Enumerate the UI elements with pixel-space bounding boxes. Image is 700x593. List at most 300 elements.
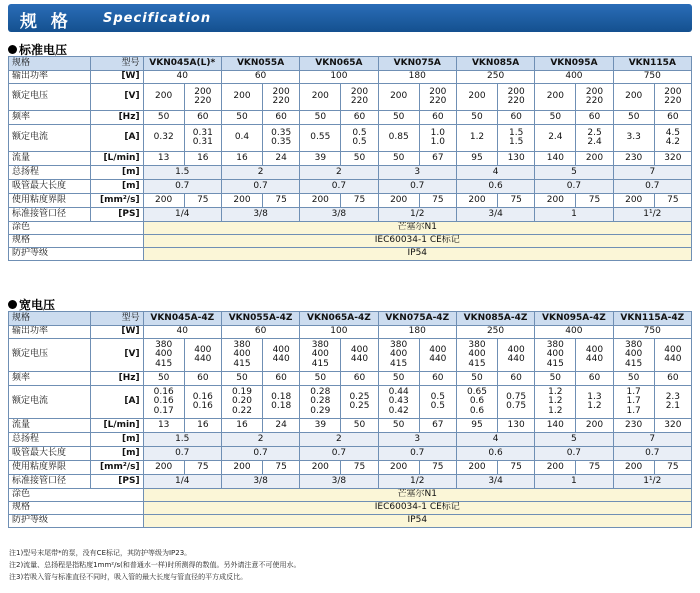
value-cell: 60 <box>498 372 535 386</box>
row-unit: [Hz] <box>91 111 143 125</box>
row-unit: [W] <box>91 71 143 84</box>
value-cell: 130 <box>498 419 535 433</box>
value-cell: 75 <box>263 194 300 208</box>
common-value-cell: IP54 <box>143 515 691 528</box>
value-cell: 95 <box>456 419 497 433</box>
value-cell: 380 400 415 <box>613 339 654 372</box>
value-cell: 200 <box>143 84 184 111</box>
corner-spec-label: 规格 <box>9 312 91 326</box>
value-cell: 1.0 1.0 <box>419 125 456 152</box>
value-cell: 3/8 <box>221 475 299 489</box>
value-cell: 60 <box>263 111 300 125</box>
value-cell: 100 <box>300 71 378 84</box>
row-name: 规格 <box>9 502 144 515</box>
value-cell: 400 <box>535 326 613 339</box>
corner-spec-label: 规格 <box>9 57 91 71</box>
row-name: 流量 <box>9 419 91 433</box>
value-cell: 0.18 0.18 <box>263 386 300 419</box>
value-cell: 200 <box>456 84 497 111</box>
value-cell: 4 <box>456 433 534 447</box>
row-name: 额定电流 <box>9 125 91 152</box>
spec-row-freq <box>9 372 692 386</box>
value-cell: 180 <box>378 71 456 84</box>
value-cell: 380 400 415 <box>456 339 497 372</box>
spec-row-suction <box>9 447 692 461</box>
value-cell: 39 <box>300 152 341 166</box>
value-cell: 2.4 <box>535 125 576 152</box>
value-cell: 400 440 <box>341 339 378 372</box>
value-cell: 0.16 0.16 0.17 <box>143 386 184 419</box>
value-cell: 50 <box>378 111 419 125</box>
model-header-cell: VKN085A-4Z <box>456 312 534 326</box>
row-name: 涂色 <box>9 489 144 502</box>
value-cell: 200 <box>221 194 262 208</box>
value-cell: 7 <box>613 433 691 447</box>
value-cell: 1.2 <box>456 125 497 152</box>
value-cell: 750 <box>613 326 691 339</box>
value-cell: 50 <box>613 111 654 125</box>
value-cell: 75 <box>654 194 691 208</box>
row-unit: [PS] <box>91 475 143 489</box>
model-header-row <box>9 57 692 71</box>
value-cell: 200 <box>613 461 654 475</box>
value-cell: 200 220 <box>341 84 378 111</box>
row-unit: [W] <box>91 326 143 339</box>
value-cell: 50 <box>221 111 262 125</box>
value-cell: 0.65 0.6 0.6 <box>456 386 497 419</box>
value-cell: 60 <box>341 111 378 125</box>
value-cell: 3 <box>378 166 456 180</box>
common-value-cell: IEC60034-1 CE标记 <box>143 502 691 515</box>
value-cell: 100 <box>300 326 378 339</box>
spec-row-pipe <box>9 475 692 489</box>
value-cell: 75 <box>341 461 378 475</box>
spec-row-standard <box>9 502 692 515</box>
footnote: 注3)若吸入管与标准直径不同时，吸入管的最大长度与管直径的平方成反比。 <box>9 573 248 581</box>
value-cell: 230 <box>613 419 654 433</box>
spec-row-protection <box>9 248 692 261</box>
value-cell: 200 <box>378 194 419 208</box>
value-cell: 60 <box>341 372 378 386</box>
common-value-cell: 芒塞尔N1 <box>143 489 691 502</box>
spec-row-suction <box>9 180 692 194</box>
common-value-cell: 芒塞尔N1 <box>143 222 691 235</box>
corner-model-label: 型号 <box>91 312 143 326</box>
row-name: 使用粘度界限 <box>9 194 91 208</box>
value-cell: 3/8 <box>300 208 378 222</box>
value-cell: 0.6 <box>456 180 534 194</box>
row-unit: [A] <box>91 125 143 152</box>
value-cell: 13 <box>143 152 184 166</box>
row-name: 输出功率 <box>9 71 91 84</box>
row-name: 频率 <box>9 372 91 386</box>
value-cell: 75 <box>576 194 613 208</box>
value-cell: 0.7 <box>143 447 221 461</box>
value-cell: 200 <box>300 84 341 111</box>
value-cell: 2 <box>221 166 299 180</box>
value-cell: 200 220 <box>419 84 456 111</box>
row-unit: [L/min] <box>91 152 143 166</box>
row-name: 使用粘度界限 <box>9 461 91 475</box>
value-cell: 200 <box>535 194 576 208</box>
value-cell: 75 <box>263 461 300 475</box>
spec-row-viscosity <box>9 461 692 475</box>
value-cell: 200 <box>456 194 497 208</box>
value-cell: 200 220 <box>184 84 221 111</box>
row-name: 标准接管口径 <box>9 208 91 222</box>
spec-row-power <box>9 71 692 84</box>
value-cell: 24 <box>263 419 300 433</box>
value-cell: 0.35 0.35 <box>263 125 300 152</box>
value-cell: 50 <box>535 372 576 386</box>
value-cell: 0.7 <box>300 447 378 461</box>
spec-row-head <box>9 433 692 447</box>
footnotes <box>9 547 689 583</box>
spec-row-flow <box>9 152 692 166</box>
spec-row-flow <box>9 419 692 433</box>
value-cell: 75 <box>654 461 691 475</box>
row-name: 输出功率 <box>9 326 91 339</box>
model-header-cell: VKN095A-4Z <box>535 312 613 326</box>
value-cell: 39 <box>300 419 341 433</box>
value-cell: 60 <box>654 111 691 125</box>
value-cell: 50 <box>456 111 497 125</box>
bullet-dot-icon <box>8 300 17 309</box>
row-name: 吸管最大长度 <box>9 180 91 194</box>
bullet-dot-icon <box>8 45 17 54</box>
value-cell: 40 <box>143 71 221 84</box>
banner-title-en: Specification <box>103 11 212 26</box>
row-name: 规格 <box>9 235 144 248</box>
value-cell: 50 <box>300 111 341 125</box>
value-cell: 1¹/2 <box>613 208 691 222</box>
value-cell: 1.3 1.2 <box>576 386 613 419</box>
banner-title-zh: 规 格 <box>20 12 72 32</box>
value-cell: 0.7 <box>143 180 221 194</box>
value-cell: 320 <box>654 152 691 166</box>
value-cell: 0.85 <box>378 125 419 152</box>
value-cell: 400 440 <box>263 339 300 372</box>
row-name: 涂色 <box>9 222 144 235</box>
value-cell: 200 <box>221 84 262 111</box>
value-cell: 0.16 0.16 <box>184 386 221 419</box>
row-unit: [V] <box>91 84 143 111</box>
value-cell: 200 <box>378 461 419 475</box>
value-cell: 1/2 <box>378 208 456 222</box>
model-header-cell: VKN065A-4Z <box>300 312 378 326</box>
value-cell: 200 <box>221 461 262 475</box>
value-cell: 0.32 <box>143 125 184 152</box>
model-header-cell: VKN045A-4Z <box>143 312 221 326</box>
spec-row-pipe <box>9 208 692 222</box>
value-cell: 0.7 <box>535 447 613 461</box>
value-cell: 40 <box>143 326 221 339</box>
section-title-text: 宽电压 <box>19 298 56 312</box>
value-cell: 50 <box>300 372 341 386</box>
value-cell: 60 <box>419 372 456 386</box>
value-cell: 0.7 <box>378 180 456 194</box>
value-cell: 200 <box>300 194 341 208</box>
value-cell: 50 <box>143 372 184 386</box>
value-cell: 180 <box>378 326 456 339</box>
value-cell: 50 <box>378 372 419 386</box>
value-cell: 750 <box>613 71 691 84</box>
value-cell: 50 <box>456 372 497 386</box>
value-cell: 3/8 <box>221 208 299 222</box>
row-name: 频率 <box>9 111 91 125</box>
value-cell: 2.3 2.1 <box>654 386 691 419</box>
value-cell: 60 <box>576 111 613 125</box>
value-cell: 16 <box>221 152 262 166</box>
value-cell: 16 <box>184 152 221 166</box>
row-name: 防护等级 <box>9 248 144 261</box>
value-cell: 400 440 <box>184 339 221 372</box>
value-cell: 60 <box>184 111 221 125</box>
value-cell: 2.5 2.4 <box>576 125 613 152</box>
value-cell: 50 <box>341 419 378 433</box>
value-cell: 0.25 0.25 <box>341 386 378 419</box>
value-cell: 60 <box>419 111 456 125</box>
model-header-cell: VKN065A <box>300 57 378 71</box>
value-cell: 1/2 <box>378 475 456 489</box>
value-cell: 16 <box>221 419 262 433</box>
value-cell: 60 <box>221 326 299 339</box>
value-cell: 60 <box>184 372 221 386</box>
row-unit: [V] <box>91 339 143 372</box>
value-cell: 1.5 <box>143 166 221 180</box>
value-cell: 0.75 0.75 <box>498 386 535 419</box>
common-value-cell: IEC60034-1 CE标记 <box>143 235 691 248</box>
row-unit: [A] <box>91 386 143 419</box>
spec-row-protection <box>9 515 692 528</box>
spec-table-standard <box>8 56 692 261</box>
row-name: 额定电压 <box>9 84 91 111</box>
value-cell: 1 <box>535 475 613 489</box>
value-cell: 2 <box>300 166 378 180</box>
value-cell: 5 <box>535 166 613 180</box>
value-cell: 75 <box>184 194 221 208</box>
value-cell: 60 <box>263 372 300 386</box>
value-cell: 250 <box>456 71 534 84</box>
value-cell: 380 400 415 <box>378 339 419 372</box>
spec-row-paint <box>9 222 692 235</box>
model-header-row <box>9 312 692 326</box>
footnote: 注2)流量、总扬程是指粘度1mm²/s(和普通水一样)时所测得的数值。另外请注意不可使用水。 <box>9 561 301 569</box>
value-cell: 16 <box>184 419 221 433</box>
value-cell: 50 <box>378 152 419 166</box>
row-unit: [L/min] <box>91 419 143 433</box>
model-header-cell: VKN055A <box>221 57 299 71</box>
value-cell: 0.19 0.20 0.22 <box>221 386 262 419</box>
row-name: 防护等级 <box>9 515 144 528</box>
value-cell: 200 220 <box>498 84 535 111</box>
value-cell: 50 <box>221 372 262 386</box>
value-cell: 0.55 <box>300 125 341 152</box>
value-cell: 0.28 0.28 0.29 <box>300 386 341 419</box>
value-cell: 1¹/2 <box>613 475 691 489</box>
row-unit: [m] <box>91 180 143 194</box>
value-cell: 0.31 0.31 <box>184 125 221 152</box>
value-cell: 380 400 415 <box>300 339 341 372</box>
value-cell: 1/4 <box>143 475 221 489</box>
value-cell: 75 <box>576 461 613 475</box>
row-name: 额定电压 <box>9 339 91 372</box>
value-cell: 400 440 <box>654 339 691 372</box>
value-cell: 200 <box>576 152 613 166</box>
value-cell: 75 <box>498 461 535 475</box>
value-cell: 60 <box>221 71 299 84</box>
value-cell: 1.2 1.2 1.2 <box>535 386 576 419</box>
value-cell: 400 440 <box>576 339 613 372</box>
value-cell: 1 <box>535 208 613 222</box>
spec-row-current <box>9 125 692 152</box>
model-header-cell: VKN075A-4Z <box>378 312 456 326</box>
spec-table-wide <box>8 311 692 528</box>
corner-model-label: 型号 <box>91 57 143 71</box>
value-cell: 75 <box>498 194 535 208</box>
model-header-cell: VKN055A-4Z <box>221 312 299 326</box>
value-cell: 3/8 <box>300 475 378 489</box>
row-unit: [mm²/s] <box>91 461 143 475</box>
value-cell: 320 <box>654 419 691 433</box>
value-cell: 2 <box>300 433 378 447</box>
value-cell: 200 <box>143 194 184 208</box>
value-cell: 13 <box>143 419 184 433</box>
value-cell: 67 <box>419 152 456 166</box>
value-cell: 200 <box>613 194 654 208</box>
value-cell: 3/4 <box>456 208 534 222</box>
spec-banner <box>8 4 692 32</box>
value-cell: 0.7 <box>378 447 456 461</box>
row-name: 总扬程 <box>9 166 91 180</box>
value-cell: 200 <box>456 461 497 475</box>
value-cell: 60 <box>654 372 691 386</box>
row-unit: [m] <box>91 447 143 461</box>
value-cell: 0.5 0.5 <box>341 125 378 152</box>
value-cell: 250 <box>456 326 534 339</box>
value-cell: 0.7 <box>221 447 299 461</box>
value-cell: 4.5 4.2 <box>654 125 691 152</box>
value-cell: 3/4 <box>456 475 534 489</box>
value-cell: 130 <box>498 152 535 166</box>
value-cell: 230 <box>613 152 654 166</box>
value-cell: 5 <box>535 433 613 447</box>
value-cell: 0.4 <box>221 125 262 152</box>
model-header-cell: VKN085A <box>456 57 534 71</box>
model-header-cell: VKN115A-4Z <box>613 312 691 326</box>
row-unit: [PS] <box>91 208 143 222</box>
value-cell: 400 440 <box>419 339 456 372</box>
value-cell: 380 400 415 <box>143 339 184 372</box>
value-cell: 2 <box>221 433 299 447</box>
model-header-cell: VKN045A(L)* <box>143 57 221 71</box>
value-cell: 4 <box>456 166 534 180</box>
value-cell: 380 400 415 <box>221 339 262 372</box>
value-cell: 200 220 <box>576 84 613 111</box>
value-cell: 0.7 <box>221 180 299 194</box>
value-cell: 400 <box>535 71 613 84</box>
common-value-cell: IP54 <box>143 248 691 261</box>
spec-row-standard <box>9 235 692 248</box>
value-cell: 1.5 1.5 <box>498 125 535 152</box>
row-unit: [m] <box>91 433 143 447</box>
value-cell: 3.3 <box>613 125 654 152</box>
value-cell: 95 <box>456 152 497 166</box>
footnote: 注1)型号末尾带*的泵，没有CE标记，其防护等级为IP23。 <box>9 549 192 557</box>
value-cell: 24 <box>263 152 300 166</box>
row-unit: [m] <box>91 166 143 180</box>
value-cell: 1.7 1.7 1.7 <box>613 386 654 419</box>
value-cell: 7 <box>613 166 691 180</box>
value-cell: 0.44 0.43 0.42 <box>378 386 419 419</box>
spec-row-viscosity <box>9 194 692 208</box>
value-cell: 380 400 415 <box>535 339 576 372</box>
value-cell: 200 220 <box>263 84 300 111</box>
spec-row-current <box>9 386 692 419</box>
value-cell: 50 <box>613 372 654 386</box>
value-cell: 0.5 0.5 <box>419 386 456 419</box>
spec-row-voltage <box>9 339 692 372</box>
value-cell: 0.7 <box>613 447 691 461</box>
value-cell: 75 <box>419 461 456 475</box>
row-name: 吸管最大长度 <box>9 447 91 461</box>
value-cell: 75 <box>341 194 378 208</box>
value-cell: 1/4 <box>143 208 221 222</box>
value-cell: 60 <box>498 111 535 125</box>
value-cell: 0.7 <box>300 180 378 194</box>
value-cell: 200 <box>535 84 576 111</box>
value-cell: 200 <box>535 461 576 475</box>
row-unit: [mm²/s] <box>91 194 143 208</box>
row-name: 额定电流 <box>9 386 91 419</box>
value-cell: 75 <box>419 194 456 208</box>
spec-row-head <box>9 166 692 180</box>
value-cell: 50 <box>341 152 378 166</box>
value-cell: 0.7 <box>613 180 691 194</box>
value-cell: 200 <box>378 84 419 111</box>
value-cell: 50 <box>535 111 576 125</box>
section-title-text: 标准电压 <box>19 43 68 57</box>
value-cell: 0.7 <box>535 180 613 194</box>
value-cell: 200 <box>576 419 613 433</box>
value-cell: 60 <box>576 372 613 386</box>
model-header-cell: VKN075A <box>378 57 456 71</box>
spec-row-voltage <box>9 84 692 111</box>
model-header-cell: VKN115A <box>613 57 691 71</box>
value-cell: 200 <box>300 461 341 475</box>
spec-row-paint <box>9 489 692 502</box>
value-cell: 140 <box>535 152 576 166</box>
value-cell: 0.6 <box>456 447 534 461</box>
row-unit: [Hz] <box>91 372 143 386</box>
row-name: 流量 <box>9 152 91 166</box>
row-name: 总扬程 <box>9 433 91 447</box>
spec-row-freq <box>9 111 692 125</box>
value-cell: 200 <box>143 461 184 475</box>
row-name: 标准接管口径 <box>9 475 91 489</box>
spec-row-power <box>9 326 692 339</box>
value-cell: 67 <box>419 419 456 433</box>
value-cell: 200 <box>613 84 654 111</box>
value-cell: 1.5 <box>143 433 221 447</box>
value-cell: 3 <box>378 433 456 447</box>
value-cell: 400 440 <box>498 339 535 372</box>
value-cell: 50 <box>143 111 184 125</box>
value-cell: 75 <box>184 461 221 475</box>
model-header-cell: VKN095A <box>535 57 613 71</box>
value-cell: 50 <box>378 419 419 433</box>
value-cell: 140 <box>535 419 576 433</box>
